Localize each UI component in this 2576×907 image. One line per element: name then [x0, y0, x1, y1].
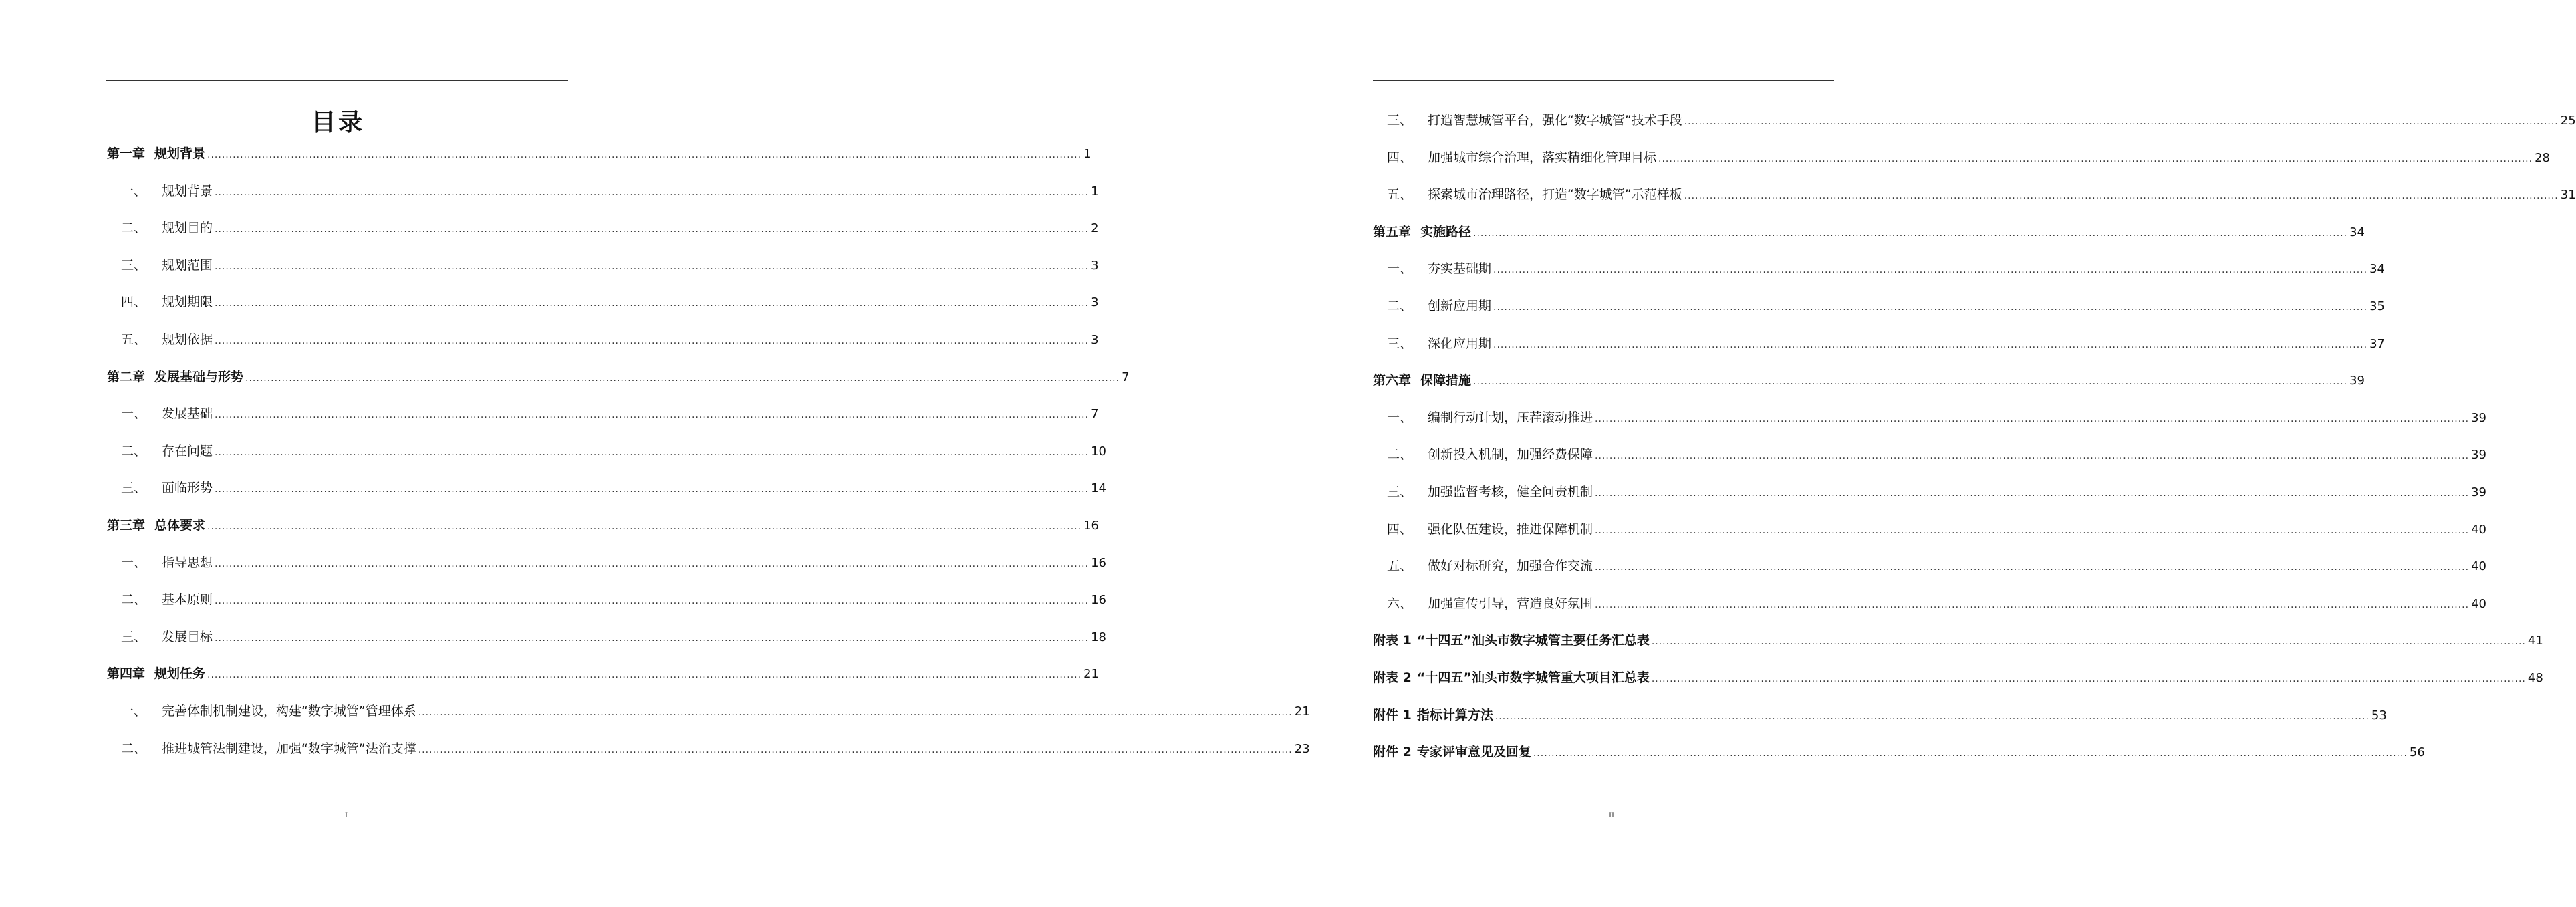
toc-entry-title: 夯实基础期 — [1428, 261, 1492, 277]
toc-entry-page: 16 — [1083, 518, 1099, 533]
toc-entry-page: 23 — [1294, 741, 1310, 756]
toc-entry-chapter[interactable] — [107, 507, 1099, 545]
toc-entry-number: 五、 — [1386, 559, 1412, 574]
dot-leader — [1533, 735, 2408, 773]
dot-leader — [1652, 661, 2526, 698]
toc-entry-page: 40 — [2471, 522, 2486, 537]
toc-entry-section[interactable] — [1373, 251, 2385, 288]
toc-entry-title: 规划期限 — [162, 295, 213, 310]
toc-entry-number: 二、 — [120, 741, 146, 756]
toc-entry-page: 7 — [1091, 407, 1099, 422]
toc-entry-title: 保障措施 — [1420, 373, 1472, 388]
toc-entry-title: “十四五”汕头市数字城管重大项目汇总表 — [1416, 670, 1650, 685]
toc-entry-section[interactable] — [1373, 511, 2486, 549]
toc-entry-number: 三、 — [120, 257, 146, 273]
toc-entry-title: 规划任务 — [154, 666, 206, 682]
toc-entry-appendix[interactable] — [1373, 697, 2387, 735]
toc-entry-page: 41 — [2527, 634, 2543, 648]
toc-entry-title: 发展基础与形势 — [154, 369, 244, 384]
toc-entry-page: 10 — [1091, 444, 1106, 459]
toc-entry-page: 28 — [2535, 150, 2550, 165]
toc-entry-section[interactable] — [107, 693, 1310, 731]
toc-entry-number: 三、 — [1386, 336, 1412, 351]
toc-entry-section[interactable] — [107, 173, 1099, 211]
toc-entry-page: 34 — [2349, 225, 2365, 239]
toc-entry-number: 附件 2 — [1373, 745, 1412, 760]
toc-entry-number: 一、 — [1386, 410, 1412, 425]
toc-entry-number: 一、 — [120, 703, 146, 719]
dot-leader — [1595, 438, 2469, 475]
toc-entry-page: 3 — [1091, 295, 1099, 310]
toc-entry-section[interactable] — [1373, 326, 2385, 363]
toc-entry-number: 一、 — [120, 555, 146, 570]
toc-entry-page: 16 — [1091, 555, 1106, 570]
toc-entry-page: 39 — [2471, 410, 2486, 425]
toc-entry-title: 加强监督考核，健全问责机制 — [1428, 484, 1593, 499]
toc-entry-number: 一、 — [120, 183, 146, 199]
toc-entry-page: 39 — [2471, 448, 2486, 463]
toc-entry-section[interactable] — [107, 321, 1099, 359]
toc-entry-page: 34 — [2369, 262, 2385, 277]
toc-entry-section[interactable] — [107, 581, 1106, 619]
dot-leader — [1495, 698, 2369, 736]
toc-entry-section[interactable] — [107, 731, 1310, 768]
toc-entry-number: 附件 1 — [1373, 707, 1412, 723]
toc-entry-section[interactable] — [1373, 400, 2486, 437]
toc-entry-number: 五、 — [1386, 187, 1412, 203]
toc-entry-title: “十四五”汕头市数字城管主要任务汇总表 — [1416, 633, 1650, 648]
toc-entry-number: 第六章 — [1373, 373, 1412, 388]
toc-entry-page: 40 — [2471, 596, 2486, 611]
toc-entry-section[interactable] — [107, 247, 1099, 285]
toc-entry-section[interactable] — [1373, 436, 2486, 474]
toc-entry-title: 专家评审意见及回复 — [1416, 745, 1531, 760]
toc-entry-number: 二、 — [120, 592, 146, 608]
toc-entry-section[interactable] — [107, 619, 1106, 656]
toc-entry-chapter[interactable] — [107, 136, 1091, 173]
dot-leader — [1658, 141, 2533, 178]
toc-entry-section[interactable] — [1373, 586, 2486, 623]
toc-entry-appendix[interactable] — [1373, 734, 2425, 771]
toc-entry-page: 39 — [2349, 374, 2365, 388]
toc-entry-section[interactable] — [107, 396, 1099, 433]
toc-entry-page: 25 — [2560, 114, 2576, 128]
toc-entry-number: 二、 — [120, 221, 146, 236]
dot-leader — [1493, 327, 2367, 364]
toc-entry-number: 第五章 — [1373, 224, 1412, 239]
toc-entry-page: 56 — [2409, 745, 2425, 760]
toc-entry-title: 加强宣传引导，营造良好氛围 — [1428, 596, 1593, 611]
toc-entry-page: 39 — [2471, 485, 2486, 499]
toc-entry-number: 二、 — [1386, 298, 1412, 313]
toc-entry-chapter[interactable] — [107, 656, 1099, 693]
dot-leader — [1595, 587, 2469, 624]
toc-entries-left — [107, 136, 1310, 767]
toc-entry-section[interactable] — [1373, 474, 2486, 511]
toc-entry-number: 四、 — [1386, 521, 1412, 537]
dot-leader — [1684, 178, 2559, 215]
toc-entry-page: 21 — [1294, 704, 1310, 719]
toc-entry-title: 规划背景 — [162, 183, 213, 199]
toc-entry-number: 三、 — [120, 629, 146, 644]
toc-entry-number: 第二章 — [107, 369, 146, 384]
toc-entry-title: 规划范围 — [162, 257, 213, 273]
toc-entry-title: 加强城市综合治理，落实精细化管理目标 — [1428, 150, 1657, 165]
toc-entry-title: 发展基础 — [162, 406, 213, 422]
toc-entry-section[interactable] — [1373, 102, 2576, 140]
toc-entry-number: 一、 — [1386, 261, 1412, 277]
toc-entry-title: 深化应用期 — [1428, 336, 1492, 351]
toc-entry-page: 40 — [2471, 559, 2486, 574]
dot-leader — [1473, 215, 2347, 253]
page-number: II — [1609, 810, 1614, 819]
header-rule — [106, 80, 568, 81]
toc-entry-number: 二、 — [1386, 447, 1412, 463]
toc-entry-page: 35 — [2369, 299, 2385, 313]
toc-entry-section[interactable] — [107, 284, 1099, 321]
dot-leader — [1595, 475, 2469, 513]
toc-entry-page: 1 — [1091, 184, 1099, 199]
toc-entry-title: 发展目标 — [162, 629, 213, 644]
toc-entry-number: 三、 — [1386, 113, 1412, 128]
toc-entry-title: 探索城市治理路径，打造“数字城管”示范样板 — [1428, 187, 1682, 203]
toc-entry-title: 总体要求 — [154, 517, 206, 533]
toc-entry-title: 打造智慧城管平台，强化“数字城管”技术手段 — [1428, 113, 1682, 128]
toc-entry-title: 基本原则 — [162, 592, 213, 608]
toc-entry-section[interactable] — [1373, 140, 2550, 177]
toc-entry-page: 2 — [1091, 221, 1099, 236]
toc-entry-title: 推进城管法制建设，加强“数字城管”法治支撑 — [162, 741, 416, 756]
dot-leader — [1493, 289, 2367, 327]
toc-entry-page: 3 — [1091, 258, 1099, 273]
toc-entry-title: 编制行动计划，压茬滚动推进 — [1428, 410, 1593, 425]
toc-entry-number: 四、 — [1386, 150, 1412, 165]
toc-entry-title: 面临形势 — [162, 481, 213, 496]
dot-leader — [1595, 513, 2469, 550]
toc-entry-title: 强化队伍建设，推进保障机制 — [1428, 521, 1593, 537]
toc-entry-appendix[interactable] — [1373, 622, 2543, 660]
toc-entry-page: 16 — [1091, 593, 1106, 608]
toc-entry-title: 指标计算方法 — [1416, 707, 1493, 723]
toc-entry-appendix[interactable] — [1373, 660, 2543, 697]
toc-entry-page: 37 — [2369, 336, 2385, 351]
toc-entry-number: 第一章 — [107, 146, 146, 161]
toc-entry-page: 1 — [1083, 147, 1091, 161]
toc-entry-title: 做好对标研究，加强合作交流 — [1428, 559, 1593, 574]
toc-entry-section[interactable] — [107, 470, 1106, 507]
toc-entry-chapter[interactable] — [107, 359, 1130, 396]
toc-entry-section[interactable] — [107, 433, 1106, 471]
toc-title: 目录 — [311, 109, 365, 136]
header-rule — [1373, 80, 1834, 81]
toc-entry-number: 五、 — [120, 332, 146, 347]
toc-entry-page: 21 — [1083, 667, 1099, 682]
dot-leader — [1493, 252, 2367, 289]
toc-entry-section[interactable] — [1373, 176, 2576, 214]
dot-leader — [1595, 401, 2469, 438]
toc-entry-chapter[interactable] — [1373, 362, 2365, 400]
toc-entry-number: 第四章 — [107, 666, 146, 682]
toc-entry-title: 创新投入机制，加强经费保障 — [1428, 447, 1593, 463]
toc-entry-number: 二、 — [120, 443, 146, 459]
toc-entry-page: 18 — [1091, 630, 1106, 644]
dot-leader — [1652, 624, 2526, 661]
toc-entry-title: 规划目的 — [162, 221, 213, 236]
toc-entry-page: 53 — [2371, 708, 2387, 723]
dot-leader — [1595, 549, 2469, 587]
toc-entry-page: 31 — [2560, 188, 2576, 203]
toc-entry-chapter[interactable] — [1373, 214, 2365, 251]
toc-entry-section[interactable] — [107, 210, 1099, 247]
toc-entry-title: 实施路径 — [1420, 224, 1472, 239]
toc-entry-number: 六、 — [1386, 596, 1412, 611]
toc-entry-number: 附表 2 — [1373, 670, 1412, 685]
toc-entry-number: 四、 — [120, 295, 146, 310]
toc-entry-number: 附表 1 — [1373, 633, 1412, 648]
dot-leader — [1473, 364, 2347, 401]
toc-entry-title: 创新应用期 — [1428, 298, 1492, 313]
toc-entry-number: 三、 — [1386, 484, 1412, 499]
toc-entry-section[interactable] — [107, 545, 1106, 582]
toc-entry-section[interactable] — [1373, 548, 2486, 586]
toc-entry-title: 规划背景 — [154, 146, 206, 161]
toc-entry-title: 存在问题 — [162, 443, 213, 459]
toc-entry-number: 三、 — [120, 481, 146, 496]
toc-entry-page: 7 — [1122, 370, 1130, 384]
toc-entry-page: 48 — [2527, 670, 2543, 685]
toc-entry-page: 3 — [1091, 332, 1099, 347]
toc-entry-number: 第三章 — [107, 517, 146, 533]
page-number: I — [345, 810, 348, 819]
dot-leader — [1684, 104, 2559, 141]
toc-entry-section[interactable] — [1373, 288, 2385, 326]
toc-entry-number: 一、 — [120, 406, 146, 422]
toc-entry-page: 14 — [1091, 481, 1106, 496]
toc-entry-title: 完善体制机制建设，构建“数字城管”管理体系 — [162, 703, 416, 719]
toc-entry-title: 指导思想 — [162, 555, 213, 570]
toc-entries-right — [1373, 102, 2576, 771]
toc-entry-title: 规划依据 — [162, 332, 213, 347]
